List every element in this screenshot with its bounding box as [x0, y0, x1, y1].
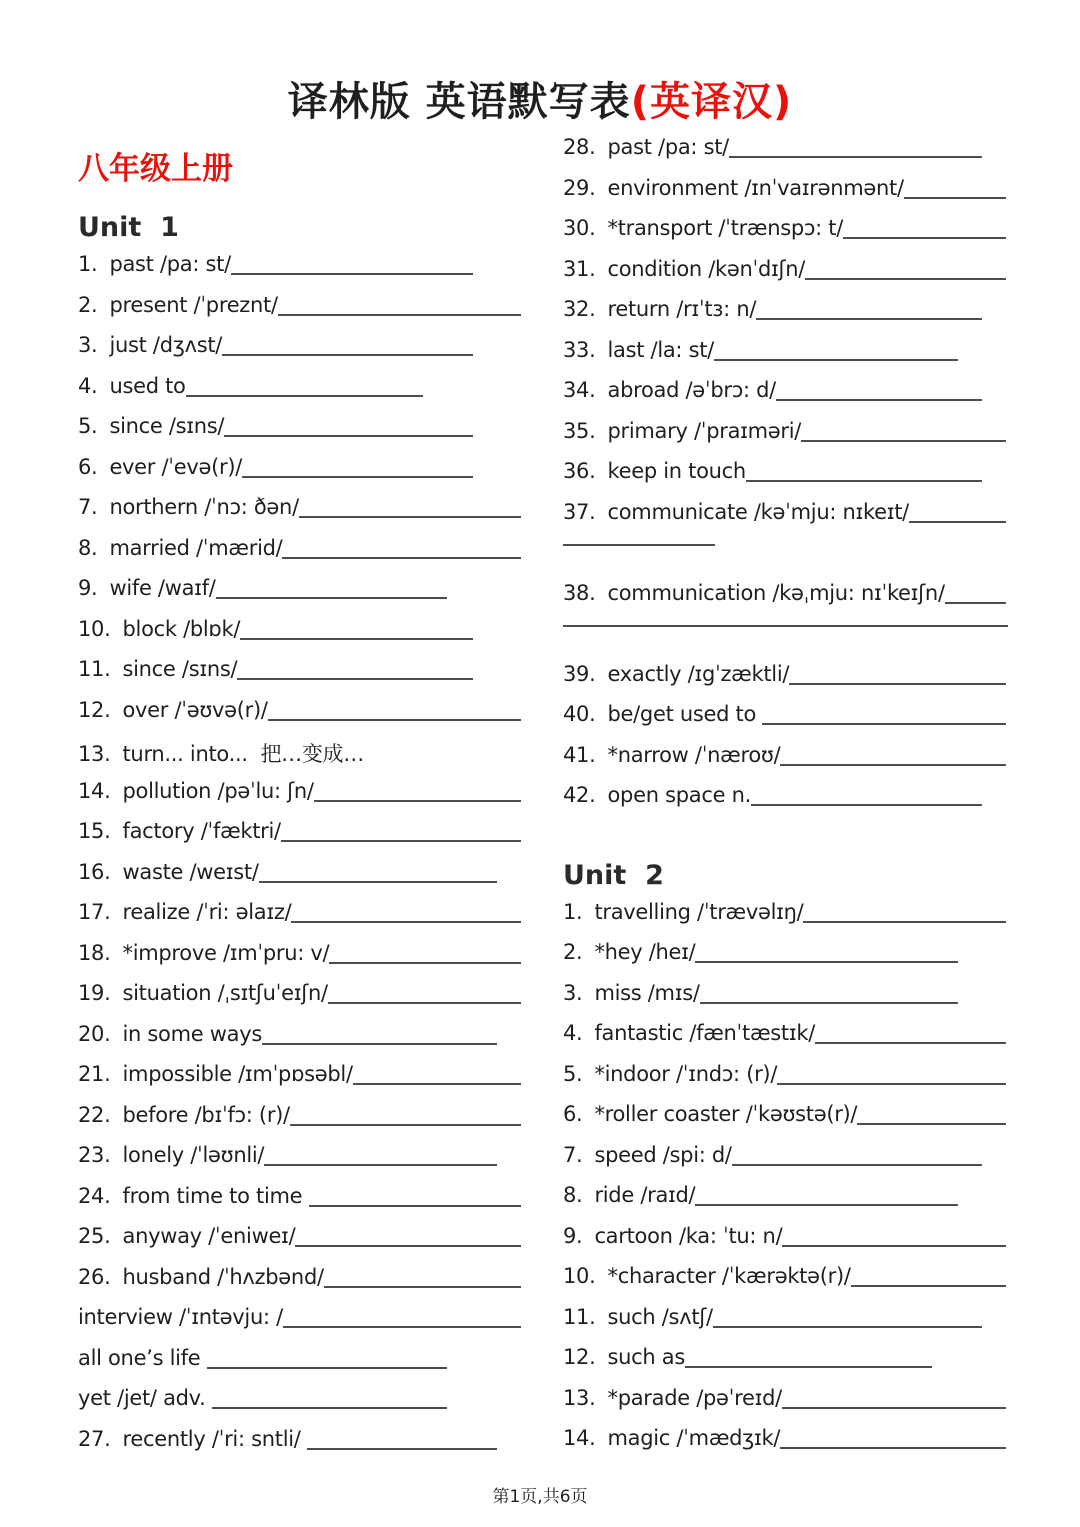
item-number: 23.: [78, 1143, 111, 1167]
answer-blank: [240, 638, 473, 640]
item-number: 4.: [78, 373, 98, 398]
word-text: return /rɪˈtɜ: n/: [607, 297, 757, 321]
word-row: [563, 783, 1010, 824]
word-text: magic /ˈmædʒɪk/: [607, 1426, 781, 1450]
word-row: [78, 1143, 525, 1184]
word-row: [563, 1224, 1010, 1265]
item-number: 13.: [78, 742, 111, 766]
answer-blank: [700, 1002, 958, 1004]
answer-blank: [713, 1326, 982, 1328]
word-row: [78, 252, 525, 293]
item-number: 3.: [78, 333, 98, 357]
word-row: [563, 621, 1010, 662]
word-text: from time to time: [122, 1183, 309, 1208]
answer-blank: [695, 961, 958, 963]
answer-blank: [909, 521, 1006, 523]
word-row: [78, 374, 525, 415]
item-number: 35.: [563, 418, 596, 443]
word-row: [78, 495, 525, 536]
item-number: 42.: [563, 783, 596, 807]
word-text: over /ˈəʊvə(r)/: [122, 697, 268, 722]
word-text: lonely /ˈləʊnli/: [122, 1143, 265, 1167]
answer-blank: [309, 1205, 521, 1207]
word-text: communicate /kəˈmju: nɪkeɪt/: [607, 499, 909, 524]
item-number: 12.: [563, 1345, 596, 1369]
unit-heading: Unit 2: [563, 859, 664, 891]
answer-blank: [353, 1083, 521, 1085]
word-row: [563, 1305, 1010, 1346]
word-row: [78, 1427, 525, 1468]
answer-blank: [262, 1043, 497, 1045]
word-row: [78, 1103, 525, 1144]
word-row: [563, 1183, 1010, 1224]
word-text: such /sʌtʃ/: [607, 1304, 713, 1329]
answer-blank: [242, 476, 473, 478]
answer-blank: [805, 278, 1006, 280]
word-text: *transport /ˈtrænspɔ: t/: [607, 216, 844, 240]
word-row: [78, 1062, 525, 1103]
word-row: [563, 419, 1010, 460]
word-row: [78, 1305, 525, 1346]
page-title-main: 译林版 英语默写表: [287, 79, 631, 125]
item-number: 24.: [78, 1183, 111, 1208]
answer-blank: [237, 678, 473, 680]
word-text: all one’s life: [78, 1345, 207, 1370]
item-number: 34.: [563, 378, 596, 402]
page-title: [0, 70, 1080, 127]
item-number: 5.: [78, 414, 98, 438]
answer-blank: [324, 1286, 521, 1288]
answer-blank: [307, 1448, 497, 1450]
word-text: *improve /ɪmˈpru: v/: [122, 940, 330, 965]
word-text: ever /ˈevə(r)/: [109, 454, 243, 479]
item-number: 9.: [563, 1223, 583, 1248]
answer-blank: [789, 683, 1006, 685]
word-text: *narrow /ˈnæroʊ/: [607, 742, 781, 767]
word-text: block /blɒk/: [122, 616, 241, 641]
item-number: 32.: [563, 297, 596, 321]
word-text: yet /jet/ adv.: [78, 1386, 212, 1410]
word-text: since /sɪns/: [122, 657, 238, 681]
item-number: 17.: [78, 900, 111, 924]
answer-blank: [212, 1407, 447, 1409]
word-text: environment /ɪnˈvaɪrənmənt/: [607, 175, 904, 200]
left-column: [78, 135, 525, 1467]
item-number: 36.: [563, 459, 596, 483]
answer-blank: [762, 723, 1006, 725]
word-text: husband /ˈhʌzbənd/: [122, 1264, 324, 1289]
answer-blank: [295, 1245, 521, 1247]
word-row: [563, 1021, 1010, 1062]
answer-blank: [756, 318, 982, 320]
word-row: [563, 338, 1010, 379]
word-row: [78, 576, 525, 617]
word-text: keep in touch: [607, 459, 746, 483]
word-row: [78, 455, 525, 496]
word-row: [563, 1426, 1010, 1467]
answer-blank: [328, 1002, 521, 1004]
word-row: [78, 981, 525, 1022]
item-number: 9.: [78, 576, 98, 600]
word-row: [78, 698, 525, 739]
answer-blank: [843, 237, 1006, 239]
answer-blank: [207, 1367, 447, 1369]
word-text: *character /ˈkærəktə(r)/: [607, 1264, 851, 1288]
item-number: 11.: [563, 1304, 596, 1329]
word-row: [78, 1265, 525, 1306]
word-row: [78, 738, 525, 779]
word-row: [563, 940, 1010, 981]
word-row: [563, 1264, 1010, 1305]
word-row: [563, 743, 1010, 784]
word-row: [563, 378, 1010, 419]
word-row: [78, 1184, 525, 1225]
answer-blank: [685, 1366, 932, 1368]
answer-blank: [278, 314, 521, 316]
answer-blank: [282, 557, 521, 559]
answer-blank: [803, 921, 1006, 923]
item-number: 16.: [78, 859, 111, 884]
answer-blank: [945, 602, 1006, 604]
word-text: married /ˈmærid/: [109, 535, 283, 560]
item-number: 8.: [563, 1183, 583, 1207]
answer-blank: [782, 1245, 1006, 1247]
word-row: [78, 657, 525, 698]
item-number: 3.: [563, 980, 583, 1005]
item-number: 13.: [563, 1385, 596, 1410]
answer-blank: [299, 516, 521, 518]
item-number: 41.: [563, 742, 596, 767]
item-number: 7.: [78, 495, 98, 519]
word-row: [78, 819, 525, 860]
word-text: since /sɪns/: [109, 414, 225, 438]
item-number: 6.: [563, 1102, 583, 1126]
word-text: anyway /ˈeniweɪ/: [122, 1224, 296, 1248]
word-row: [563, 981, 1010, 1022]
word-text: present /ˈpreznt/: [109, 292, 278, 317]
word-row: [78, 414, 525, 455]
word-text: past /pa: st/: [109, 252, 231, 276]
word-text: just /dʒʌst/: [109, 333, 223, 357]
answer-blank: [216, 597, 447, 599]
answer-blank: [291, 921, 521, 923]
answer-blank: [264, 1164, 497, 1166]
word-text: interview /ˈɪntəvju: /: [78, 1305, 283, 1329]
word-text: pollution /pəˈlu: ʃn/: [122, 778, 314, 803]
word-row: [563, 581, 1010, 622]
item-number: 19.: [78, 981, 111, 1005]
word-text: *indoor /ˈɪndɔ: (r)/: [594, 1061, 778, 1086]
word-row: [563, 216, 1010, 257]
word-text: speed /spi: d/: [594, 1142, 732, 1167]
answer-blank: [780, 764, 1006, 766]
item-number: 33.: [563, 337, 596, 362]
answer-blank: [751, 804, 982, 806]
answer-blank: [695, 1204, 958, 1206]
word-text: in some ways: [122, 1021, 262, 1046]
word-row: [563, 1386, 1010, 1427]
word-row: [563, 662, 1010, 703]
word-row: [563, 257, 1010, 298]
answer-blank: [231, 273, 473, 275]
word-text: miss /mɪs/: [594, 980, 700, 1005]
word-row: [78, 1346, 525, 1387]
word-row: [563, 540, 1010, 581]
answer-blank: [186, 395, 423, 397]
item-number: 12.: [78, 697, 111, 722]
word-text: turn... into... 把…变成…: [122, 742, 364, 766]
item-number: 29.: [563, 175, 596, 200]
answer-blank: [283, 1326, 521, 1328]
answer-blank: [780, 1447, 1006, 1449]
item-number: 11.: [78, 657, 111, 681]
item-number: 5.: [563, 1061, 583, 1086]
word-text: abroad /əˈbrɔ: d/: [607, 378, 776, 402]
word-text: ride /raɪd/: [594, 1183, 696, 1207]
word-text: *roller coaster /ˈkəʊstə(r)/: [594, 1102, 858, 1126]
word-text: travelling /ˈtrævəlɪŋ/: [594, 899, 804, 924]
item-number: 14.: [563, 1426, 596, 1450]
word-row: [78, 1022, 525, 1063]
item-number: 2.: [78, 292, 98, 317]
answer-blank: [281, 840, 521, 842]
word-text: condition /kənˈdɪʃn/: [607, 256, 806, 281]
word-text: fantastic /fænˈtæstɪk/: [594, 1021, 815, 1045]
answer-blank: [259, 881, 497, 883]
item-number: 31.: [563, 256, 596, 281]
item-number: 20.: [78, 1021, 111, 1046]
word-row: [78, 900, 525, 941]
item-number: 2.: [563, 940, 583, 964]
word-text: exactly /ɪgˈzæktli/: [607, 661, 790, 686]
item-number: 21.: [78, 1062, 111, 1086]
item-number: 15.: [78, 819, 111, 843]
answer-blank: [801, 440, 1006, 442]
word-text: northern /ˈnɔ: ðən/: [109, 495, 299, 519]
word-row: [78, 941, 525, 982]
page-title-highlight: (英译汉): [630, 79, 793, 125]
word-text: primary /ˈpraɪməri/: [607, 418, 802, 443]
answer-blank: [857, 1123, 1006, 1125]
item-number: 7.: [563, 1142, 583, 1167]
left-word-list: [78, 202, 525, 1467]
answer-blank: [746, 480, 982, 482]
word-row: [563, 176, 1010, 217]
answer-blank: [776, 399, 982, 401]
answer-blank: [782, 1407, 1006, 1409]
word-text: communication /kəˌmju: nɪˈkeɪʃn/: [607, 580, 945, 605]
item-number: 14.: [78, 778, 111, 803]
item-number: 27.: [78, 1426, 111, 1451]
item-number: 39.: [563, 661, 596, 686]
answer-blank: [563, 544, 715, 546]
answer-blank: [732, 1164, 982, 1166]
item-number: 10.: [563, 1264, 596, 1288]
page-footer: 第1页,共6页: [492, 1487, 588, 1507]
answer-blank: [851, 1285, 1006, 1287]
word-text: past /pa: st/: [607, 135, 729, 159]
answer-blank: [329, 962, 521, 964]
item-number: 38.: [563, 580, 596, 605]
item-number: 37.: [563, 499, 596, 524]
word-row: [78, 860, 525, 901]
word-text: impossible /ɪmˈpɒsəbl/: [122, 1062, 353, 1086]
word-text: realize /ˈri: əlaɪz/: [122, 900, 292, 924]
word-row: [78, 779, 525, 820]
answer-blank: [268, 719, 521, 721]
item-number: 10.: [78, 616, 111, 641]
item-number: 1.: [78, 252, 98, 276]
word-text: cartoon /ka: ˈtu: n/: [594, 1223, 783, 1248]
word-row: [563, 1062, 1010, 1103]
word-row: [563, 702, 1010, 743]
word-row: [78, 293, 525, 334]
word-text: *parade /pəˈreɪd/: [607, 1385, 782, 1410]
item-number: 22.: [78, 1102, 111, 1127]
answer-blank: [224, 435, 473, 437]
item-number: 1.: [563, 899, 583, 924]
word-row: [563, 459, 1010, 500]
answer-blank: [714, 359, 958, 361]
item-number: 18.: [78, 940, 111, 965]
answer-blank: [222, 354, 473, 356]
answer-blank: [290, 1124, 521, 1126]
item-number: 26.: [78, 1264, 111, 1289]
word-row: [78, 1386, 525, 1427]
answer-blank: [729, 156, 982, 158]
answer-blank: [904, 197, 1006, 199]
item-number: 28.: [563, 135, 596, 159]
word-text: open space n.: [607, 783, 751, 807]
word-text: used to: [109, 373, 186, 398]
word-row: [78, 617, 525, 658]
word-row: [563, 900, 1010, 941]
word-row: [563, 1345, 1010, 1386]
answer-blank: [815, 1042, 1006, 1044]
item-number: 8.: [78, 535, 98, 560]
right-word-list: [563, 135, 1010, 1467]
answer-blank: [314, 800, 521, 802]
item-number: 6.: [78, 454, 98, 479]
word-text: recently /ˈri: sntli/: [122, 1426, 307, 1451]
item-number: 40.: [563, 702, 596, 726]
answer-blank: [563, 625, 1008, 627]
word-text: before /bɪˈfɔ: (r)/: [122, 1102, 290, 1127]
word-text: be/get used to: [607, 702, 763, 726]
word-row: [78, 333, 525, 374]
word-row: [78, 536, 525, 577]
worksheet-body: [0, 131, 1080, 1467]
word-text: *hey /heɪ/: [594, 940, 696, 964]
word-text: waste /weɪst/: [122, 859, 259, 884]
word-row: [563, 135, 1010, 176]
word-text: last /la: st/: [607, 337, 714, 362]
word-text: such as: [607, 1345, 685, 1369]
item-number: 25.: [78, 1224, 111, 1248]
word-row: [563, 1143, 1010, 1184]
word-row: [563, 500, 1010, 541]
answer-blank: [777, 1083, 1006, 1085]
word-row: [78, 1224, 525, 1265]
item-number: 30.: [563, 216, 596, 240]
item-number: 4.: [563, 1021, 583, 1045]
unit-heading: Unit 1: [78, 212, 179, 243]
right-column: [563, 135, 1010, 1467]
word-text: wife /waɪf/: [109, 576, 216, 600]
word-row: [563, 297, 1010, 338]
word-text: situation /ˌsɪtʃuˈeɪʃn/: [122, 981, 328, 1005]
volume-subtitle: 八年级上册: [78, 151, 233, 187]
word-text: factory /ˈfæktri/: [122, 819, 281, 843]
word-row: [563, 1102, 1010, 1143]
